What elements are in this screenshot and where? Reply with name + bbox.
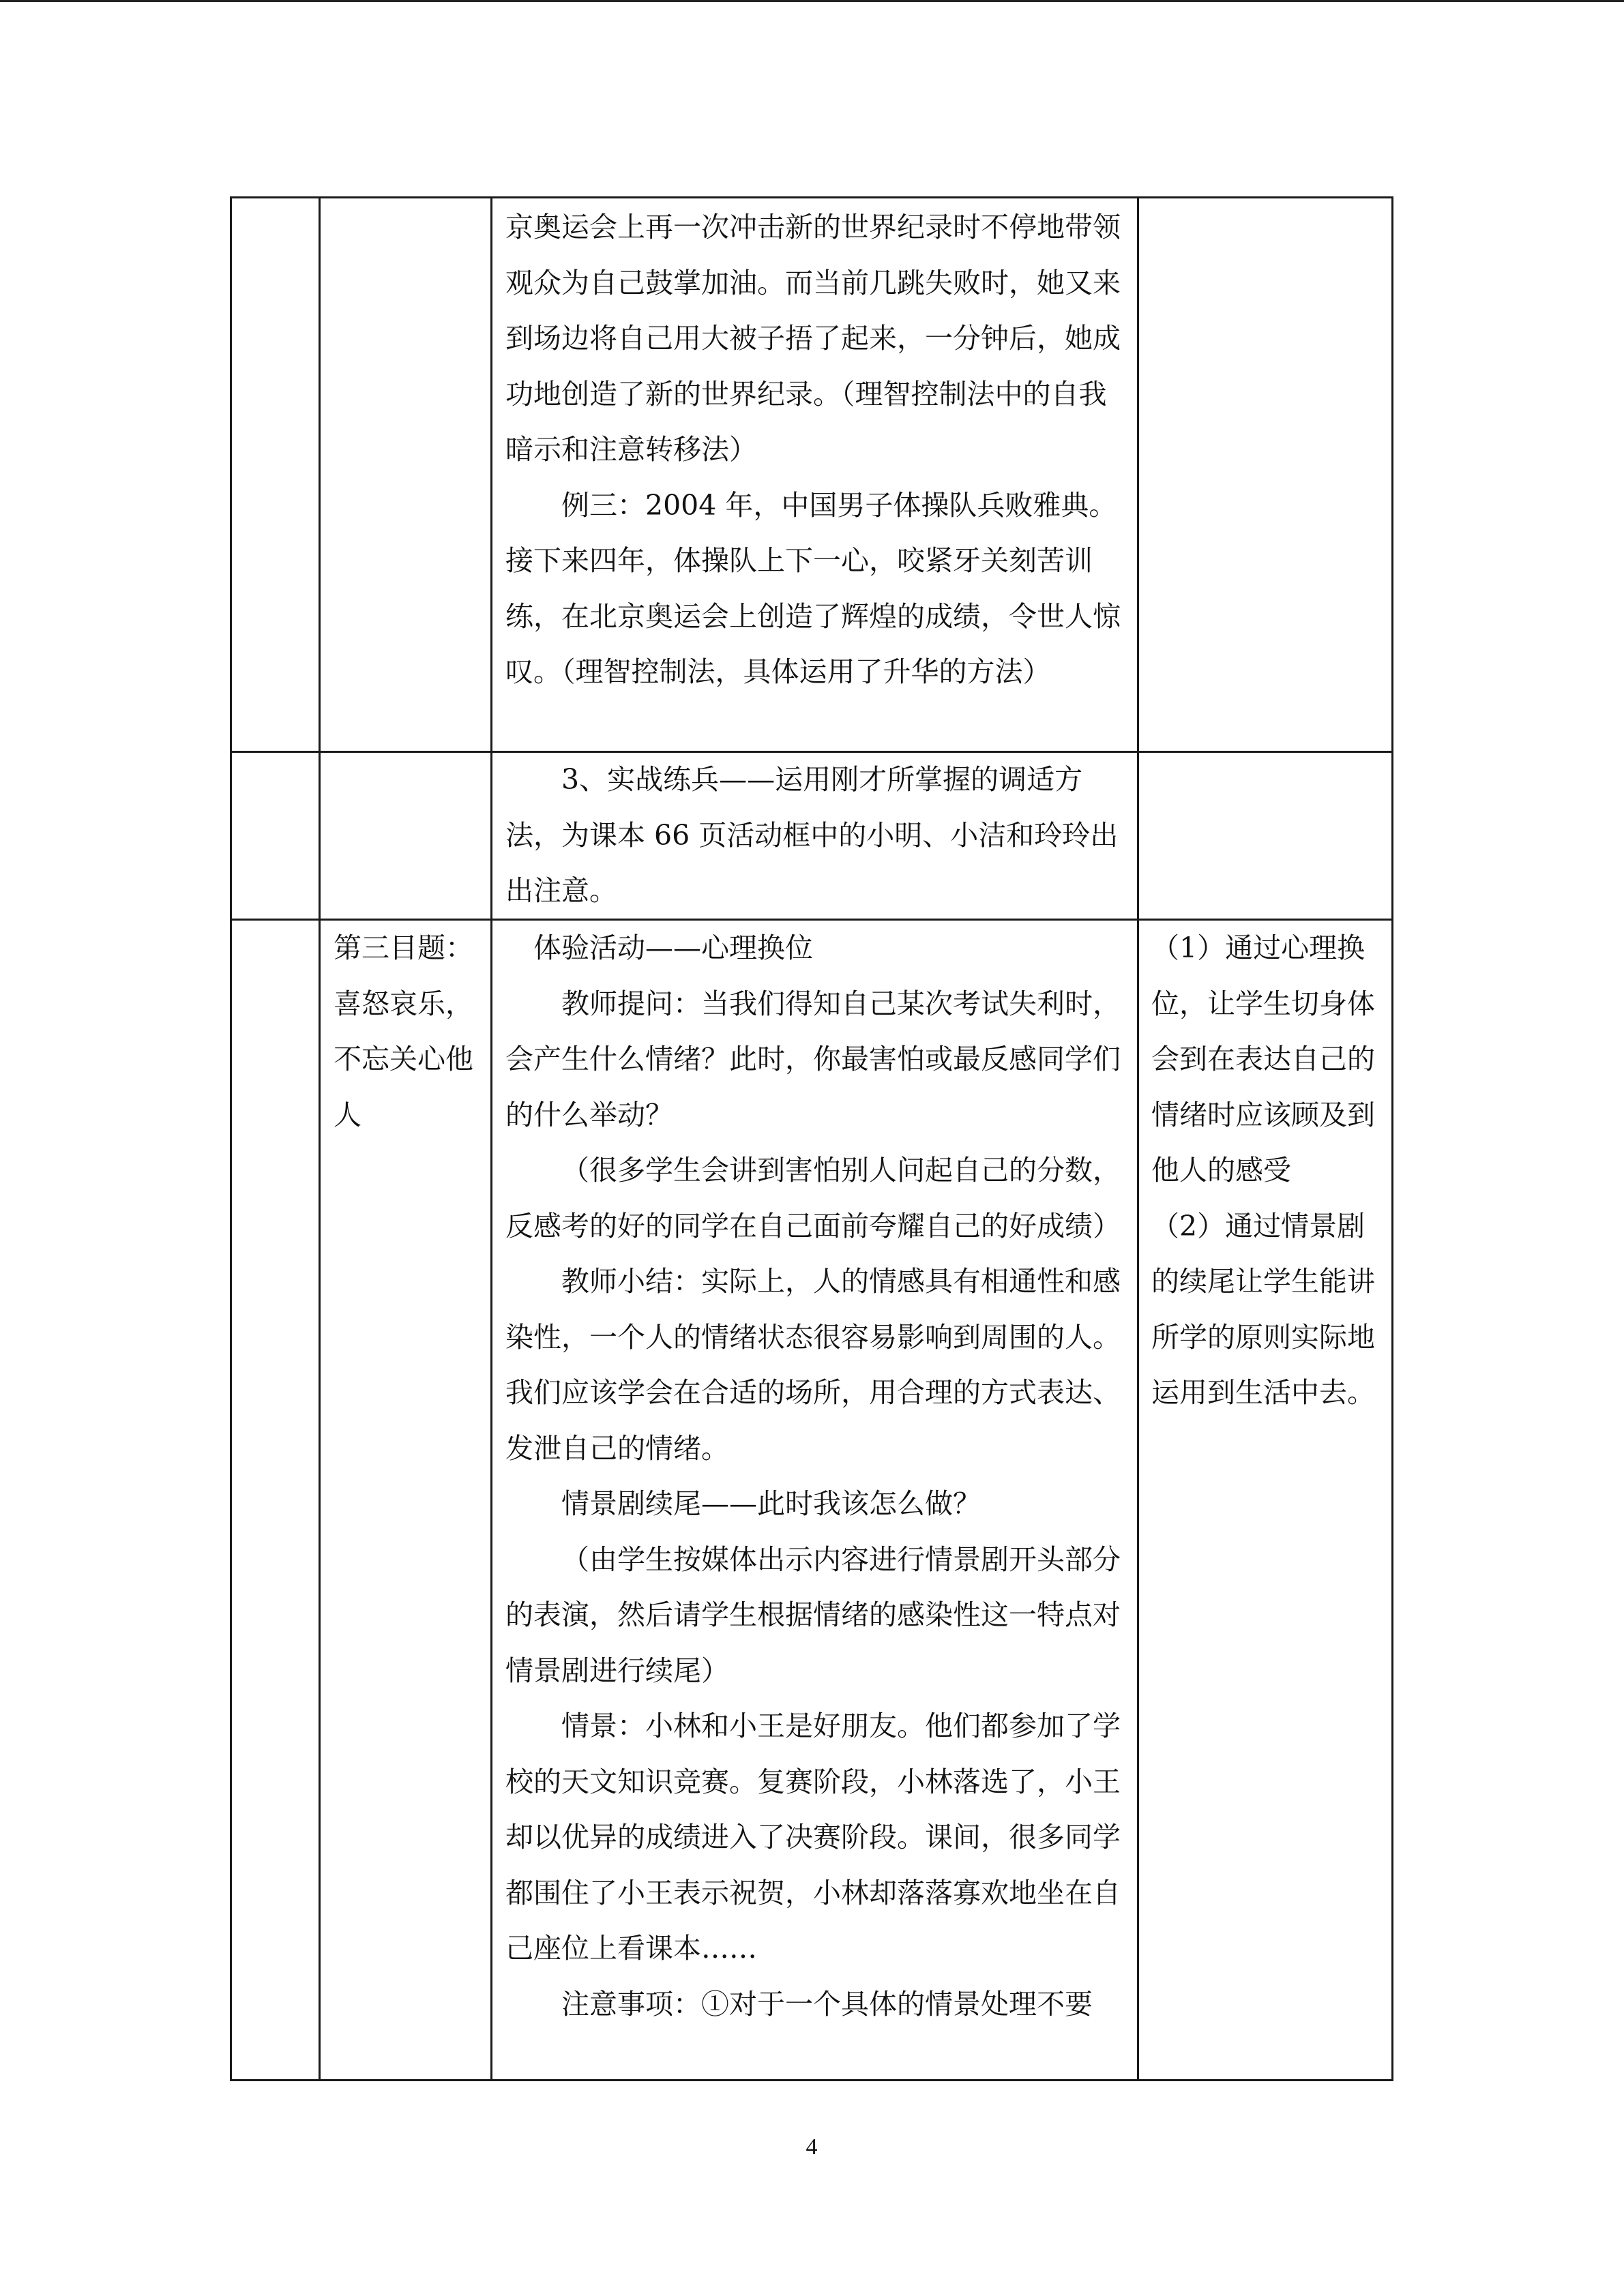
table-rule-col2 xyxy=(490,196,492,2081)
row3-content-cell xyxy=(505,921,1126,2032)
table-rule-col0 xyxy=(230,196,232,2081)
table-rule-bottom xyxy=(230,2079,1393,2081)
table-rule-top xyxy=(230,196,1393,198)
top-border-line xyxy=(0,0,1624,2)
row3-paragraph-5: 情景剧续尾——此时我该怎么做？ xyxy=(561,1487,981,1520)
row3-paragraph-3: （很多学生会讲到害怕别人问起自己的分数，反感考的好的同学在自己面前夸耀自己的好成绩） xyxy=(505,1154,1121,1242)
lesson-plan-table xyxy=(230,196,1393,2081)
row3-paragraph-6: （由学生按媒体出示内容进行情景剧开头部分的表演，然后请学生根据情绪的感染性这一特点对情景剧进行续尾） xyxy=(505,1542,1121,1687)
row3-notes-cell xyxy=(1151,921,1381,1421)
row2-content-cell xyxy=(505,752,1126,919)
row3-paragraph-7: 情景：小林和小王是好朋友。他们都参加了学校的天文知识竞赛。复赛阶段，小林落选了，小王却以优异的成绩进入了决赛阶段。课间，很多同学都围住了小王表示祝贺，小林却落落寡欢地坐在自己座位上看课本…… xyxy=(505,1710,1121,1965)
row1-paragraph-1: 京奥运会上再一次冲击新的世界纪录时不停地带领观众为自己鼓掌加油。而当前几跳失败时，她又来到场边将自己用大被子捂了起来，一分钟后，她成功地创造了新的世界纪录。（理智控制法中的自我暗示和注意转移法） xyxy=(505,211,1121,466)
row3-paragraph-4: 教师小结：实际上，人的情感具有相通性和感染性，一个人的情绪状态很容易影响到周围的人。我们应该学会在合适的场所，用合理的方式表达、发泄自己的情绪。 xyxy=(505,1265,1121,1465)
row3-note-2: （2）通过情景剧的续尾让学生能讲所学的原则实际地运用到生活中去。 xyxy=(1151,1209,1375,1409)
table-rule-col4 xyxy=(1391,196,1393,2081)
row1-content-cell xyxy=(505,200,1126,700)
page-number: 4 xyxy=(806,2134,818,2160)
row3-topic-cell xyxy=(334,921,477,1143)
row1-paragraph-2: 例三：2004 年，中国男子体操队兵败雅典。接下来四年，体操队上下一心，咬紧牙关刻苦训练，在北京奥运会上创造了辉煌的成绩，令世人惊叹。（理智控制法，具体运用了升华的方法） xyxy=(505,488,1121,688)
row3-topic: 第三目题：喜怒哀乐，不忘关心他人 xyxy=(334,931,473,1131)
row3-paragraph-8: 注意事项：①对于一个具体的情景处理不要 xyxy=(561,1987,1093,2021)
row3-note-1: （1）通过心理换位，让学生切身体会到在表达自己的情绪时应该顾及到他人的感受 xyxy=(1151,931,1375,1187)
row3-paragraph-2: 教师提问：当我们得知自己某次考试失利时，会产生什么情绪？此时，你最害怕或最反感同学们的什么举动？ xyxy=(505,987,1121,1131)
row2-paragraph: 3、实战练兵——运用刚才所掌握的调适方法，为课本 66 页活动框中的小明、小洁和玲玲出出注意。 xyxy=(505,763,1119,907)
row3-paragraph-1: 体验活动——心理换位 xyxy=(533,931,813,964)
table-rule-col1 xyxy=(319,196,321,2081)
table-rule-col3 xyxy=(1137,196,1139,2081)
